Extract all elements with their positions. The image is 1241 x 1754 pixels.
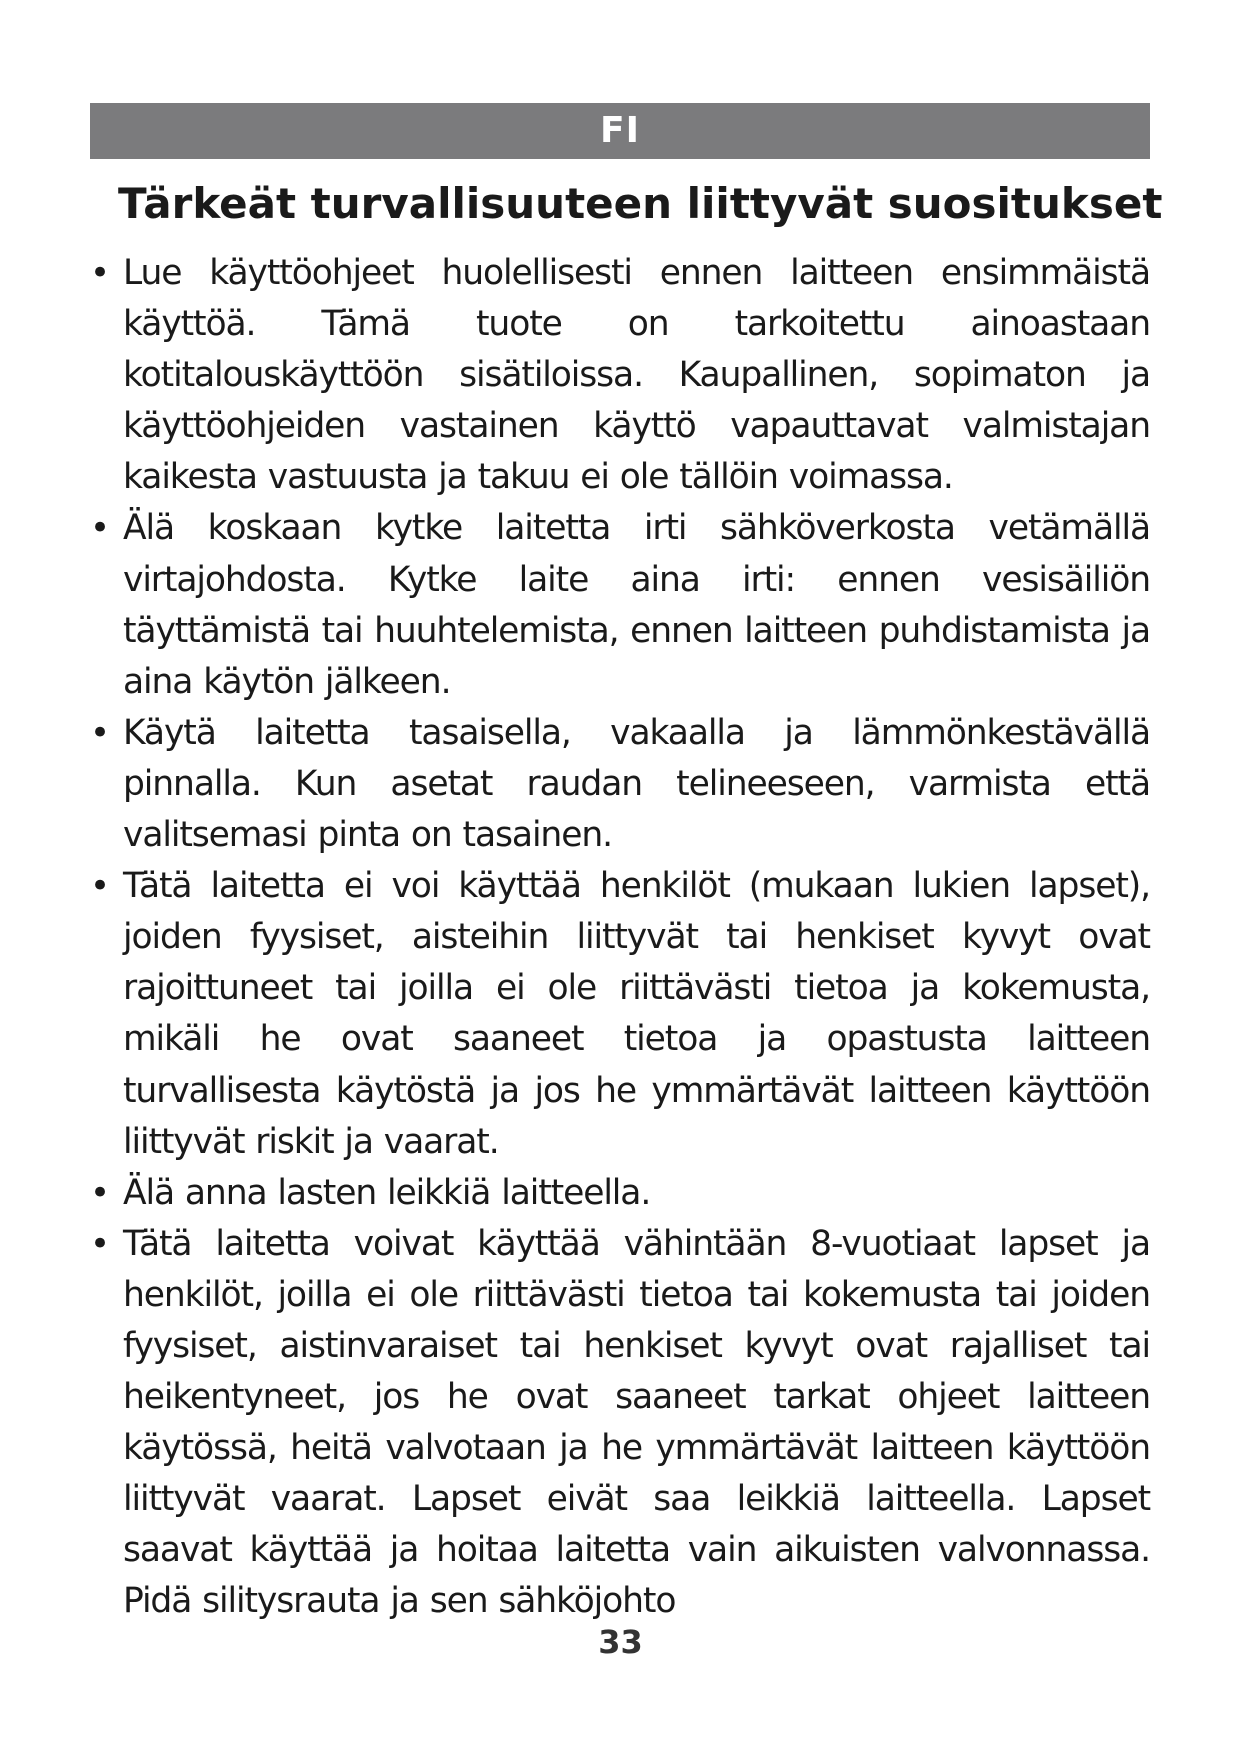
- list-item-text: Lue käyttöohjeet huolellisesti ennen laitteen ensimmäistä käyttöä. Tämä tuote on tarkoitettu ainoastaan kotitalouskäyttöön sisätiloissa. Kaupallinen, sopimaton ja käyttöohjeiden vastainen käyttö vapauttavat valmistajan kaikesta vastuusta ja takuu ei ole tällöin voimassa.: [123, 253, 1150, 498]
- list-item: [90, 861, 1150, 1168]
- language-header-bar: [90, 103, 1150, 159]
- language-code: FI: [600, 110, 640, 151]
- bullet-icon: •: [90, 866, 109, 907]
- list-item-text: Tätä laitetta ei voi käyttää henkilöt (mukaan lukien lapset), joiden fyysiset, aisteihin liittyvät tai henkiset kyvyt ovat rajoittuneet tai joilla ei ole riittävästi tietoa ja kokemusta, mikäli he ovat saaneet tietoa ja opastusta laitteen turvallisesta käytöstä ja jos he ymmärtävät laitteen käyttöön liittyvät riskit ja vaarat.: [123, 866, 1150, 1162]
- bullet-icon: •: [90, 253, 109, 293]
- list-item-text: Käytä laitetta tasaisella, vakaalla ja lämmönkestävällä pinnalla. Kun asetat raudan telineeseen, varmista että valitsemasi pinta on tasainen.: [123, 712, 1150, 856]
- list-item-text: Älä koskaan kytke laitetta irti sähköverkosta vetämällä virtajohdosta. Kytke laite aina irti: ennen vesisäiliön täyttämistä tai huuhtelemista, ennen laitteen puhdistamista ja aina käytön jälkeen.: [123, 508, 1150, 702]
- list-item: [90, 708, 1150, 861]
- page-number: 33: [598, 1623, 643, 1661]
- list-item: [90, 503, 1150, 707]
- list-item: [90, 1168, 1150, 1219]
- list-item-text: Älä anna lasten leikkiä laitteella.: [123, 1172, 651, 1213]
- page-title: Tärkeät turvallisuuteen liittyvät suositukset: [118, 179, 1163, 228]
- bullet-icon: •: [90, 712, 109, 753]
- bullet-icon: •: [90, 1223, 109, 1264]
- bullet-icon: •: [90, 1172, 109, 1213]
- safety-recommendations-list: [90, 248, 1150, 1628]
- list-item: [90, 248, 1150, 503]
- bullet-icon: •: [90, 508, 109, 549]
- list-item: [90, 1219, 1150, 1628]
- list-item-text: Tätä laitetta voivat käyttää vähintään 8-vuotiaat lapset ja henkilöt, joilla ei ole riittävästi tietoa tai kokemusta tai joiden fyysiset, aistinvaraiset tai henkiset kyvyt ovat rajalliset tai heikentyneet, jos he ovat saaneet tarkat ohjeet laitteen käytössä, heitä valvotaan ja he ymmärtävät laitteen käyttöön liittyvät vaarat. Lapset eivät saa leikkiä laitteella. Lapset saavat käyttää ja hoitaa laitetta vain aikuisten valvonnassa. Pidä silitysrauta ja sen sähköjohto: [123, 1223, 1150, 1622]
